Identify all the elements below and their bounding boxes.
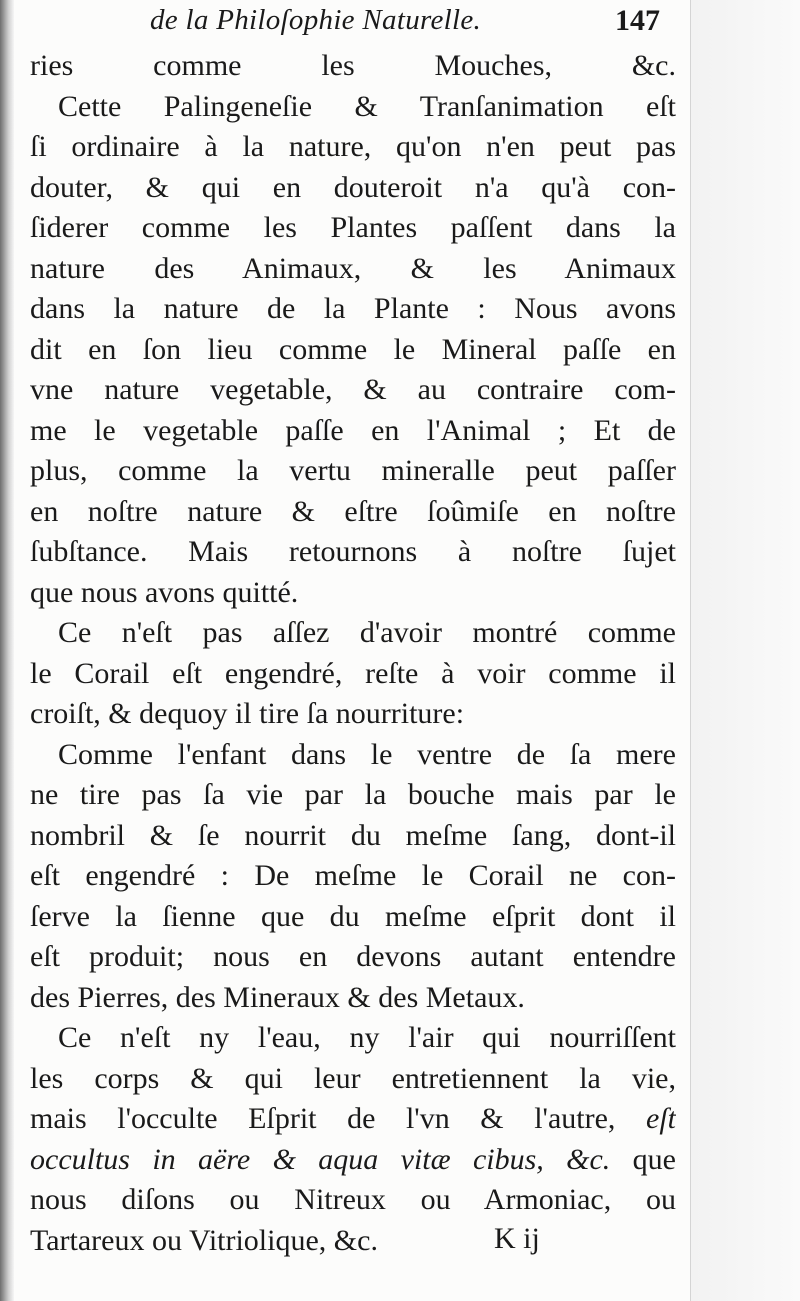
text-line: ries comme les Mouches, &c.: [30, 49, 676, 82]
text-line: que nous avons quitté.: [30, 575, 299, 609]
text-line: eſt produit; nous en devons autant entendre: [30, 940, 676, 973]
text-line: les corps & qui leur entretiennent la vie,: [30, 1061, 676, 1095]
page-number: 147: [615, 4, 660, 37]
text-line: des Pierres, des Mineraux & des Metaux.: [30, 980, 525, 1014]
text-line: ſerve la ſienne que du meſme eſprit dont il: [30, 899, 676, 933]
text-line: Ce n'eſt ny l'eau, ny l'air qui nourriſſent: [58, 1021, 676, 1054]
text-line: nous diſons ou Nitreux ou Armoniac, ou: [30, 1183, 676, 1216]
text-line: croiſt, & dequoy il tire ſa nourriture:: [30, 697, 465, 730]
text-fragment: que: [610, 1142, 676, 1176]
body-text: [30, 46, 676, 1261]
text-line: Tartareux ou Vitriolique, &c.: [30, 1223, 378, 1257]
text-line: le Corail eſt engendré, reſte à voir comme il: [30, 656, 676, 690]
text-line: ſubſtance. Mais retournons à noſtre ſujet: [30, 535, 676, 568]
text-line: Comme l'enfant dans le ventre de ſa mere: [58, 737, 676, 771]
text-line: douter, & qui en douteroit n'a qu'à con-: [30, 170, 676, 204]
text-line: dit en ſon lieu comme le Mineral paſſe en: [30, 332, 676, 366]
text-line-mixed: [30, 1099, 676, 1140]
text-line: me le vegetable paſſe en l'Animal ; Et de: [30, 413, 676, 447]
binding-gutter: [0, 0, 14, 1301]
text-line: nature des Animaux, & les Animaux: [30, 251, 676, 285]
text-line: plus, comme la vertu mineralle peut paſſer: [30, 454, 676, 487]
text-line: dans la nature de la Plante : Nous avons: [30, 292, 676, 325]
text-line-mixed: [30, 1140, 676, 1181]
text-line: Cette Palingeneſie & Tranſanimation eſt: [58, 89, 676, 123]
text-line: ſi ordinaire à la nature, qu'on n'en peut pas: [30, 130, 676, 163]
text-line: nombril & ſe nourrit du meſme ſang, dont-il: [30, 818, 676, 852]
running-head: de la Philoſophie Naturelle.: [150, 4, 482, 36]
text-line: eſt engendré : De meſme le Corail ne con-: [30, 859, 676, 892]
text-line: ne tire pas ſa vie par la bouche mais par le: [30, 778, 676, 811]
signature-mark: K ij: [494, 1222, 540, 1255]
text-line: vne nature vegetable, & au contraire com-: [30, 373, 676, 406]
page-header: [150, 4, 690, 44]
text-line: Ce n'eſt pas aſſez d'avoir montré comme: [58, 616, 676, 649]
text-fragment: mais l'occulte Eſprit de l'vn & l'autre,: [30, 1102, 646, 1135]
text-line: en noſtre nature & eſtre ſoûmiſe en noſtre: [30, 494, 676, 528]
right-margin: [691, 0, 800, 1301]
text-line: ſiderer comme les Plantes paſſent dans la: [30, 211, 676, 244]
italic-fragment: eſt: [646, 1102, 676, 1135]
latin-quotation: occultus in aëre & aqua vitæ cibus, &c.: [30, 1142, 611, 1176]
